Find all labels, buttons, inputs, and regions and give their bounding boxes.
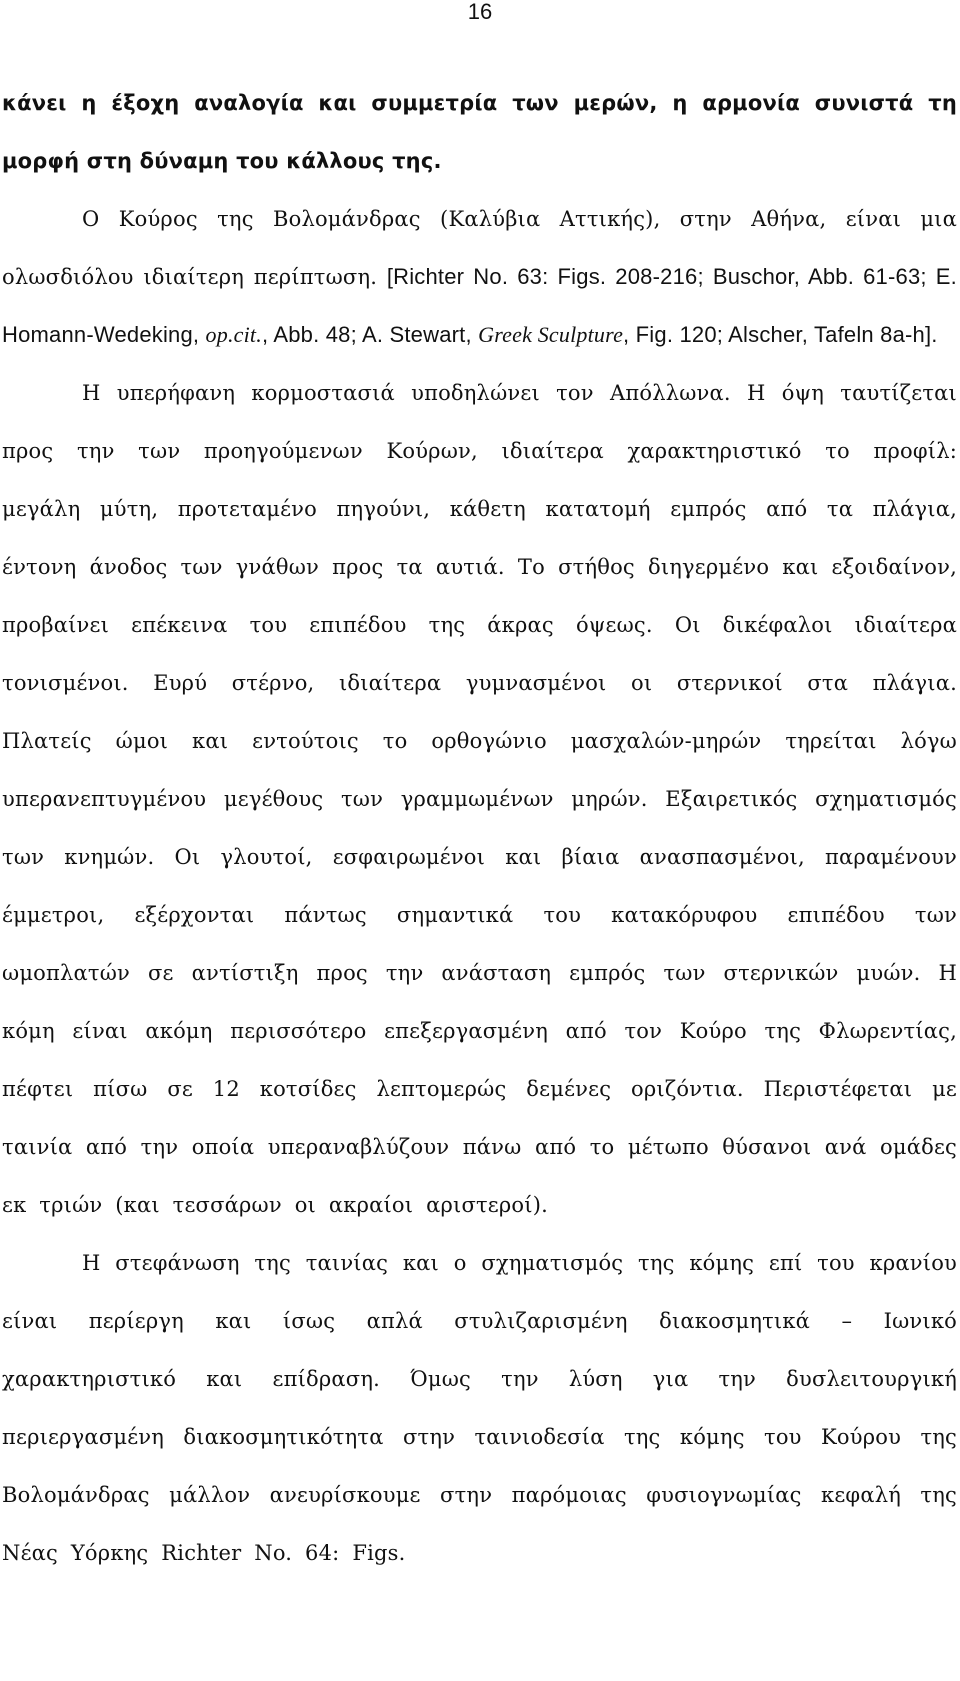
reference-part-3: , Fig. 120; Alscher, Tafeln 8a-h]. — [623, 322, 938, 347]
kouros-paragraph — [2, 190, 957, 364]
page-number: 16 — [467, 0, 493, 24]
reference-greek-sculpture: Greek Sculpture — [478, 322, 624, 347]
description-paragraph: Η υπερήφανη κορμοστασιά υποδηλώνει τον Απόλλωνα. Η όψη ταυτίζεται προς την των προηγούμενων Κούρων, ιδιαίτερα χαρακτηριστικό το προφίλ: μεγάλη μύτη, προτεταμένο πηγούνι, κάθετη κατατομή εμπρός από τα πλάγια, έντονη άνοδος των γνάθων προς τα αυτιά. Το στήθος διηγερμένο και εξοιδαίνον, προβαίνει επέκεινα του επιπέδου της άκρας όψεως. Οι δικέφαλοι ιδιαίτερα τονισμένοι. Ευρύ στέρνο, ιδιαίτερα γυμνασμένοι οι στερνικοί στα πλάγια. Πλατείς ώμοι και εντούτοις το ορθογώνιο μασχαλών-μηρών τηρείται λόγω υπερανεπτυγμένου μεγέθους των γραμμωμένων μηρών. Εξαιρετικός σχηματισμός των κνημών. Οι γλουτοί, εσφαιρωμένοι και βίαια ανασπασμένοι, παραμένουν έμμετροι, εξέρχονται πάντως σημαντικά του κατακόρυφου επιπέδου των ωμοπλατών σε αντίστιξη προς την ανάσταση εμπρός των στερνικών μυών. Η κόμη είναι ακόμη περισσότερο επεξεργασμένη από τον Κούρο της Φλωρεντίας, πέφτει πίσω σε 12 κοτσίδες λεπτομερώς δεμένες οριζόντια. Περιστέφεται με ταινία από την οποία υπεραναβλύζουν πάνω από το μέτωπο θύσανοι ανά ομάδες εκ τριών (και τεσσάρων οι ακραίοι αριστεροί). — [2, 381, 957, 1217]
reference-part-1: [Richter No. 63: Figs. 208-216; Buschor, Abb. 61-63; E. Homann-Wedeking, — [2, 264, 957, 347]
intro-paragraph: κάνει η έξοχη αναλογία και συμμετρία των μερών, η αρμονία συνιστά τη μορφή στη δύναμη του κάλλους της. — [2, 91, 957, 173]
kouros-sentence: Ο Κούρος της Βολομάνδρας (Καλύβια Αττικής), στην Αθήνα, είναι μια ολωσδιόλου ιδιαίτερη περίπτωση. — [2, 207, 957, 289]
reference-part-2: , Abb. 48; A. Stewart, — [261, 322, 472, 347]
crown-paragraph: Η στεφάνωση της ταινίας και ο σχηματισμός της κόμης επί του κρανίου είναι περίεργη και ίσως απλά στυλιζαρισμένη διακοσμητικά – Ιωνικό χαρακτηριστικό και επίδραση. Όμως την λύση για την δυσλειτουργική περιεργασμένη διακοσμητικότητα στην ταινιοδεσία της κόμης του Κούρου της Βολομάνδρας μάλλον ανευρίσκουμε στην παρόμοιας φυσιογνωμίας κεφαλή της Νέας Υόρκης Richter No. 64: Figs. — [2, 1251, 957, 1565]
text-body — [2, 74, 957, 1582]
reference-op-cit: op.cit. — [205, 322, 262, 347]
